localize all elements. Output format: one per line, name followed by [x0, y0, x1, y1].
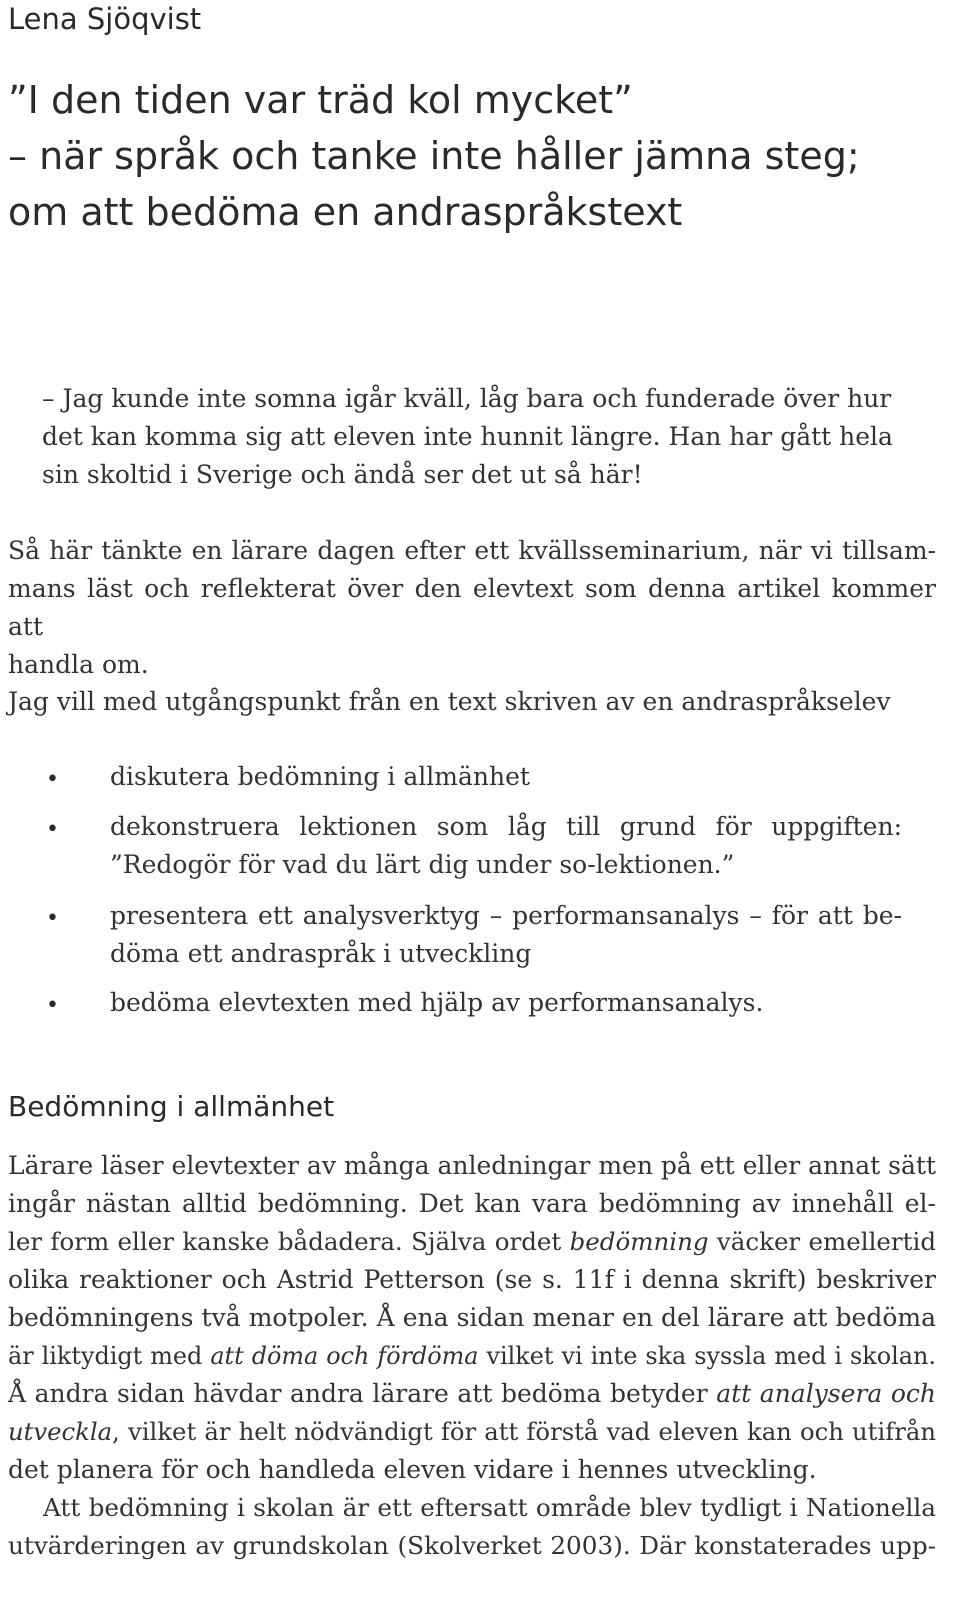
- body-line: [8, 1451, 936, 1489]
- bullet-line: ”Redogör för vad du lärt dig under so-lektionen.”: [110, 850, 735, 879]
- body-line: [8, 1185, 936, 1223]
- text-run: Att bedömning i skolan är ett eftersatt område blev tydligt i Nationella: [43, 1493, 936, 1522]
- italic-term: bedömning: [569, 1227, 709, 1256]
- body-line: [8, 1489, 936, 1527]
- italic-term: att döma och fördöma: [210, 1342, 479, 1370]
- bullet-marker: •: [46, 993, 59, 1018]
- section-heading: Bedömning i allmänhet: [8, 1090, 335, 1123]
- quote-line: det kan komma sig att eleven inte hunnit längre. Han har gått hela: [42, 422, 893, 451]
- body-line: [8, 1375, 936, 1413]
- title-line-3: om att bedöma en andraspråkstext: [8, 190, 683, 234]
- bullet-line: diskutera bedömning i allmänhet: [110, 762, 530, 791]
- paragraph-line: handla om.: [8, 650, 149, 679]
- italic-term: utveckla: [8, 1417, 113, 1446]
- bullet-line: bedöma elevtexten med hjälp av performansanalys.: [110, 988, 764, 1017]
- bullet-text: [110, 984, 902, 1022]
- section-body: [8, 1147, 936, 1565]
- text-run: ingår nästan alltid bedömning. Det kan vara bedömning av innehåll el-: [8, 1189, 936, 1218]
- text-run: olika reaktioner och Astrid Petterson (se s. 11f i denna skrift) beskriver: [8, 1265, 936, 1294]
- paragraph-line: mans läst och reflekterat över den elevtext som denna artikel kommer att: [8, 574, 936, 641]
- article-title: [8, 72, 948, 240]
- text-run: bedömningens två motpoler. Å ena sidan menar en del lärare att bedöma: [8, 1303, 936, 1332]
- text-run: väcker emellertid: [708, 1227, 937, 1256]
- title-line-2: – när språk och tanke inte håller jämna steg;: [8, 134, 860, 178]
- title-line-1: ”I den tiden var träd kol mycket”: [8, 78, 633, 122]
- aim-paragraph: Jag vill med utgångspunkt från en text skriven av en andraspråkselev: [8, 687, 891, 716]
- bullet-text: [110, 758, 902, 796]
- bullet-text: [110, 897, 902, 973]
- bullet-marker: •: [46, 767, 59, 792]
- body-line: [8, 1527, 936, 1565]
- intro-paragraph: [8, 532, 936, 684]
- bullet-text: [110, 808, 902, 884]
- text-run: vilket vi inte ska syssla med i skolan.: [478, 1342, 936, 1370]
- opening-quote: [42, 380, 912, 494]
- bullet-line: dekonstruera lektionen som låg till grund för uppgiften:: [110, 812, 902, 841]
- text-run: det planera för och handleda eleven vidare i hennes utveckling.: [8, 1455, 817, 1484]
- text-run: , vilket är helt nödvändigt för att förstå vad eleven kan och utifrån: [112, 1417, 936, 1446]
- bullet-marker: •: [46, 817, 59, 842]
- body-line: [8, 1147, 936, 1185]
- bullet-line: presentera ett analysverktyg – performansanalys – för att be-: [110, 901, 902, 930]
- italic-term: att analysera och: [716, 1379, 936, 1408]
- quote-line: – Jag kunde inte somna igår kväll, låg bara och funderade över hur: [42, 384, 892, 413]
- text-run: utvärderingen av grundskolan (Skolverket 2003). Där konstaterades upp-: [8, 1531, 936, 1560]
- body-line: [8, 1337, 936, 1375]
- bullet-line: döma ett andraspråk i utveckling: [110, 939, 532, 968]
- body-line: [8, 1299, 936, 1337]
- author-name: Lena Sjöqvist: [8, 2, 202, 36]
- quote-line: sin skoltid i Sverige och ändå ser det ut så här!: [42, 460, 643, 489]
- body-line: [8, 1223, 936, 1261]
- bullet-marker: •: [46, 906, 59, 931]
- text-run: Lärare läser elevtexter av många anledningar men på ett eller annat sätt: [8, 1151, 936, 1180]
- paragraph-line: Så här tänkte en lärare dagen efter ett kvällsseminarium, när vi tillsam-: [8, 536, 936, 565]
- body-line: [8, 1261, 936, 1299]
- text-run: ler form eller kanske bådadera. Själva ordet: [8, 1227, 570, 1256]
- text-run: Å andra sidan hävdar andra lärare att bedöma betyder: [8, 1379, 717, 1408]
- body-line: [8, 1413, 936, 1451]
- text-run: är liktydigt med: [8, 1342, 211, 1370]
